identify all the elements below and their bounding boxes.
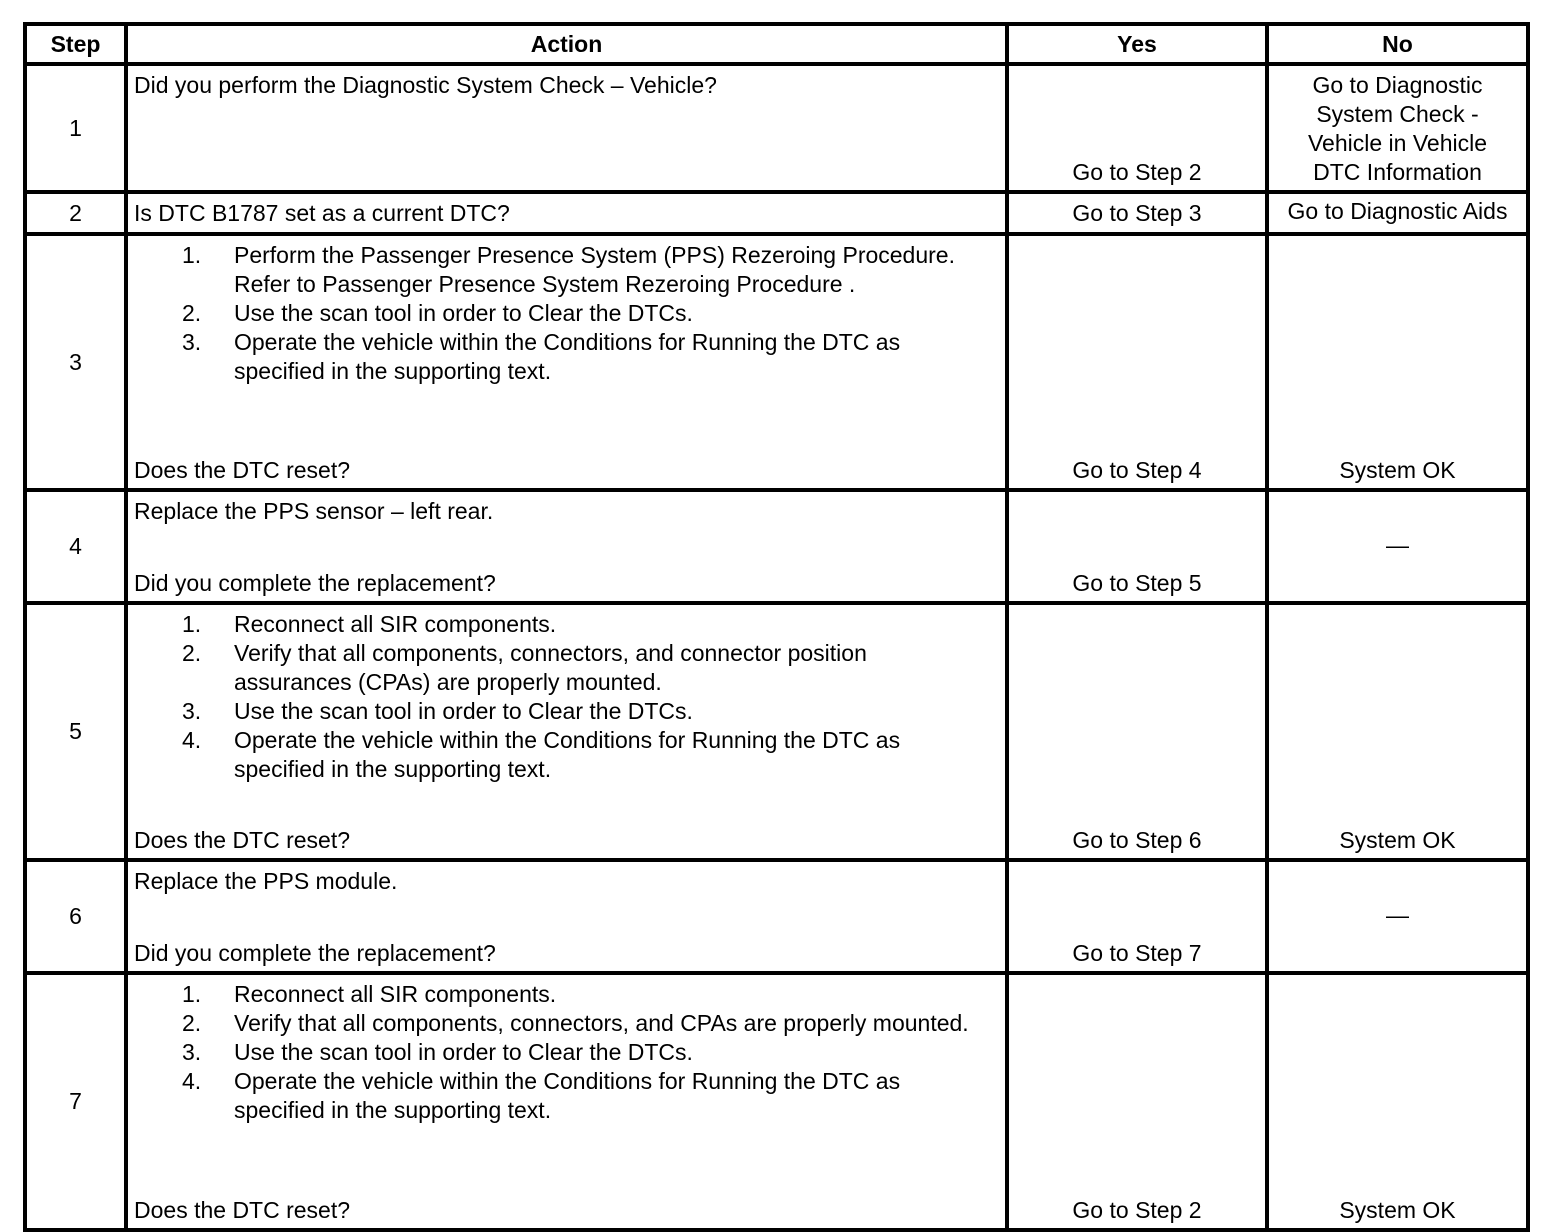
step-number: 6 <box>25 860 126 973</box>
action-cell <box>126 64 1007 192</box>
list-item: 1. Reconnect all SIR components. <box>182 981 557 1007</box>
action-cell <box>126 973 1007 1230</box>
list-item: 4. Operate the vehicle within the Conditions for Running the DTC as specified in the supporting text. <box>182 727 901 782</box>
step-number: 3 <box>25 234 126 490</box>
header-step: Step <box>25 24 126 64</box>
header-no: No <box>1267 24 1528 64</box>
instruction-text: Replace the PPS sensor – left rear. <box>134 498 494 524</box>
step-number: 1 <box>25 64 126 192</box>
action-cell <box>126 490 1007 603</box>
yes-cell: Go to Step 3 <box>1007 192 1267 234</box>
list-item: 4. Operate the vehicle within the Conditions for Running the DTC as specified in the supporting text. <box>182 1068 901 1123</box>
step-number: 7 <box>25 973 126 1230</box>
list-item: 3. Use the scan tool in order to Clear the DTCs. <box>182 698 693 724</box>
header-yes: Yes <box>1007 24 1267 64</box>
table-row <box>25 490 1528 603</box>
question-text: Does the DTC reset? <box>134 457 351 483</box>
step-number: 2 <box>25 192 126 234</box>
header-row <box>25 24 1528 64</box>
header-action: Action <box>126 24 1007 64</box>
action-cell <box>126 234 1007 490</box>
yes-cell: Go to Step 2 <box>1007 973 1267 1230</box>
question-text: Did you complete the replacement? <box>134 940 496 966</box>
action-cell <box>126 603 1007 860</box>
no-cell: — <box>1267 490 1528 603</box>
list-item: 1. Reconnect all SIR components. <box>182 611 557 637</box>
table-row <box>25 64 1528 192</box>
list-item: 3. Use the scan tool in order to Clear the DTCs. <box>182 1039 693 1065</box>
step-number: 4 <box>25 490 126 603</box>
table-row <box>25 192 1528 234</box>
procedure-list <box>134 980 999 1125</box>
list-item: 2. Verify that all components, connectors, and connector position assurances (CPAs) are properly mounted. <box>182 640 867 695</box>
diagnostic-table <box>23 22 1530 1232</box>
list-item: 2. Verify that all components, connectors, and CPAs are properly mounted. <box>182 1010 969 1036</box>
no-cell: — <box>1267 860 1528 973</box>
instruction-text: Replace the PPS module. <box>134 868 398 894</box>
question-text: Did you perform the Diagnostic System Check – Vehicle? <box>134 72 717 98</box>
yes-cell: Go to Step 7 <box>1007 860 1267 973</box>
question-text: Did you complete the replacement? <box>134 570 496 596</box>
table-row <box>25 973 1528 1230</box>
action-cell <box>126 860 1007 973</box>
yes-cell: Go to Step 2 <box>1007 64 1267 192</box>
yes-cell: Go to Step 5 <box>1007 490 1267 603</box>
question-text: Is DTC B1787 set as a current DTC? <box>134 199 510 226</box>
table-row <box>25 860 1528 973</box>
procedure-list <box>134 610 999 784</box>
procedure-list <box>134 241 999 386</box>
no-cell: System OK <box>1267 973 1528 1230</box>
yes-cell: Go to Step 6 <box>1007 603 1267 860</box>
question-text: Does the DTC reset? <box>134 1197 351 1223</box>
action-cell <box>126 192 1007 234</box>
no-cell: System OK <box>1267 603 1528 860</box>
list-item: 1. Perform the Passenger Presence System (PPS) Rezeroing Procedure. Refer to Passenger Presence System Rezeroing Procedure . <box>182 242 955 297</box>
no-cell: System OK <box>1267 234 1528 490</box>
table-row <box>25 234 1528 490</box>
step-number: 5 <box>25 603 126 860</box>
question-text: Does the DTC reset? <box>134 827 351 853</box>
no-cell: Go to Diagnostic System Check - Vehicle in Vehicle DTC Information <box>1267 64 1528 192</box>
list-item: 3. Operate the vehicle within the Conditions for Running the DTC as specified in the supporting text. <box>182 329 901 384</box>
no-cell: Go to Diagnostic Aids <box>1267 192 1528 234</box>
yes-cell: Go to Step 4 <box>1007 234 1267 490</box>
table-row <box>25 603 1528 860</box>
list-item: 2. Use the scan tool in order to Clear the DTCs. <box>182 300 693 326</box>
